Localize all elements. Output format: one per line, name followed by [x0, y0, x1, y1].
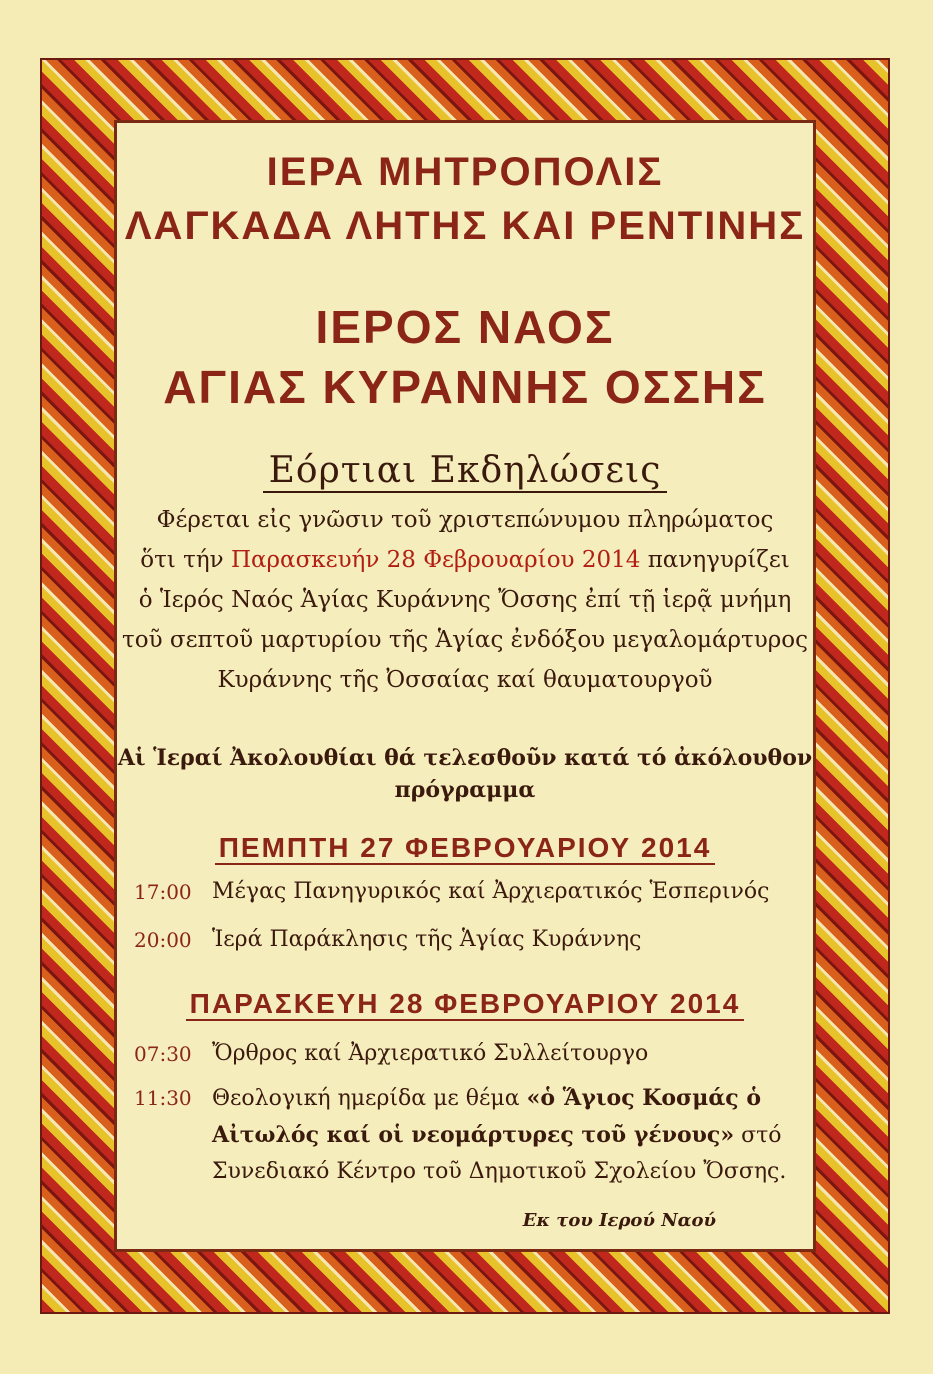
day2-heading	[114, 988, 816, 1020]
program-note	[114, 742, 816, 806]
announcement-line4: τοῦ σεπτοῦ μαρτυρίου τῆς Ἁγίας ἐνδόξου μεγαλομάρτυρος	[122, 627, 808, 653]
announcement-line1: Φέρεται εἰς γνῶσιν τοῦ χριστεπώνυμου πληρώματος	[156, 507, 774, 533]
announcement-line2-pre: ὅτι τήν	[140, 547, 224, 573]
program-note-line1: Αἱ Ἱεραί Ἀκολουθίαι θά τελεσθοῦν κατά τό ἀκόλουθον	[117, 745, 813, 771]
day2-heading-text: ΠΑΡΑΣΚΕΥΗ 28 ΦΕΒΡΟΥΑΡΙΟΥ 2014	[186, 988, 745, 1021]
event-text: Μέγας Πανηγυρικός καί Ἀρχιερατικός Ἑσπερινός	[212, 879, 770, 904]
event-text: Ὄρθρος καί Ἀρχιερατικό Συλλείτουργο	[212, 1041, 649, 1066]
day1-heading	[114, 832, 816, 864]
announcement-paragraph	[114, 500, 816, 700]
day1-heading-text: ΠΕΜΠΤΗ 27 ΦΕΒΡΟΥΑΡΙΟΥ 2014	[215, 832, 716, 865]
event-time: 07:30	[134, 1042, 192, 1066]
event-text: Ἱερά Παράκλησις τῆς Ἁγίας Κυράννης	[212, 927, 642, 952]
event-text-post: στό Συνεδιακό Κέντρο τοῦ Δημοτικοῦ Σχολείου Ὄσσης.	[212, 1123, 787, 1184]
program-note-line2: πρόγραμμα	[394, 777, 536, 803]
signature: Εκ του Ιερού Ναού	[522, 1210, 716, 1231]
event-theme-bold: «ὁ Ἅγιος Κοσμάς ὁ Αἰτωλός καί οἱ νεομάρτυρες τοῦ γένους»	[212, 1085, 762, 1148]
event-text	[212, 1080, 806, 1190]
announcement-line5: Κυράννης τῆς Ὀσσαίας καί θαυματουργοῦ	[217, 667, 713, 693]
poster-content	[114, 120, 816, 1252]
announcement-line2-post: πανηγυρίζει	[647, 547, 790, 573]
announcement-line2	[114, 540, 816, 580]
event-time: 11:30	[134, 1086, 192, 1110]
event-time: 20:00	[134, 928, 192, 952]
events-heading-text: Εόρτιαι Εκδηλώσεις	[263, 450, 668, 493]
events-heading	[114, 450, 816, 491]
church-title-line1: ΙΕΡΟΣ ΝΑΟΣ	[315, 301, 615, 353]
feast-date-highlight: Παρασκευήν 28 Φεβρουαρίου 2014	[230, 547, 641, 573]
church-title-line2: ΑΓΙΑΣ ΚΥΡΑΝΝΗΣ ΟΣΣΗΣ	[163, 361, 767, 413]
event-text-pre: Θεολογική ημερίδα με θέμα	[212, 1086, 520, 1111]
event-time: 17:00	[134, 880, 192, 904]
announcement-line3: ὁ Ἱερός Ναός Ἁγίας Κυράννης Ὄσσης ἐπί τῇ ἱερᾷ μνήμη	[138, 587, 792, 613]
metropolis-title-line2: ΛΑΓΚΑΔΑ ΛΗΤΗΣ ΚΑΙ ΡΕΝΤΙΝΗΣ	[124, 204, 806, 248]
metropolis-title-line1: ΙΕΡΑ ΜΗΤΡΟΠΟΛΙΣ	[266, 150, 664, 194]
